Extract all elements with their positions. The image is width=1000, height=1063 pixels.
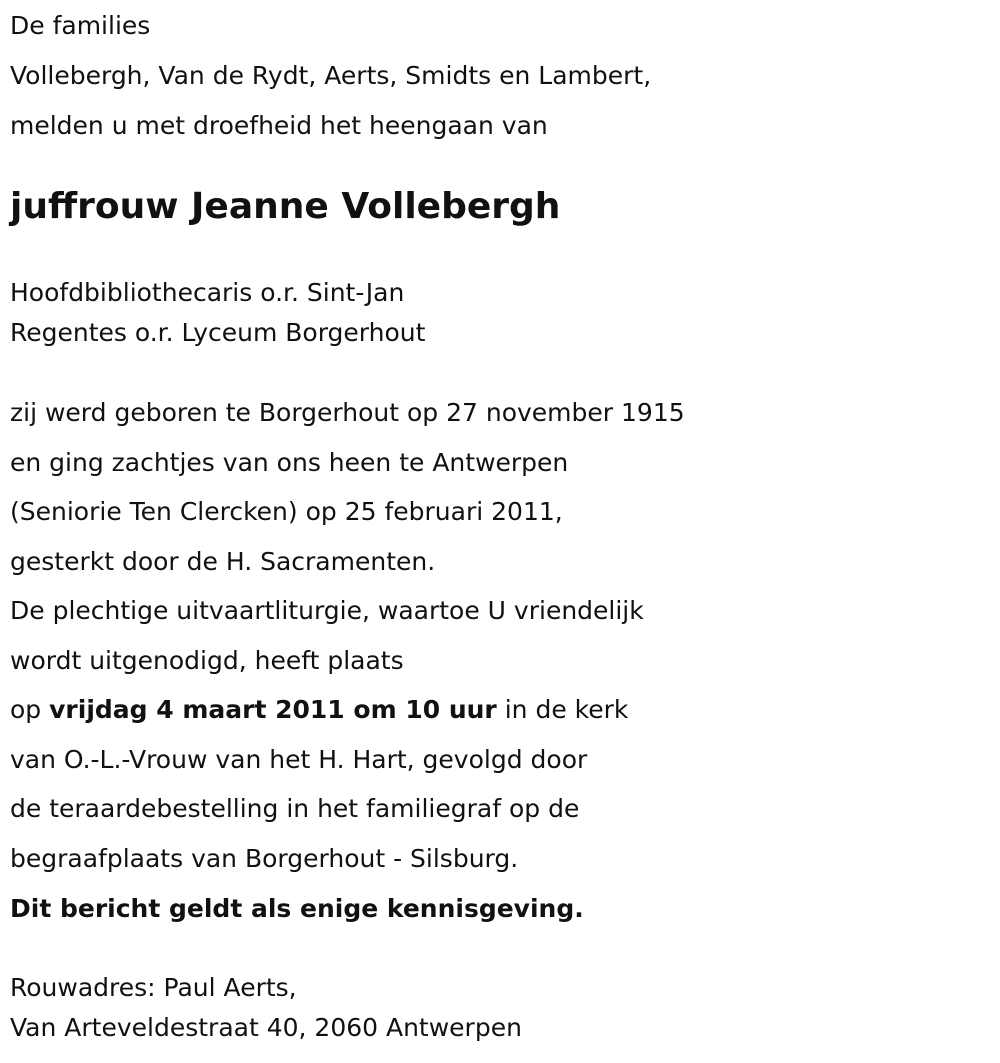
death-place-line: en ging zachtjes van ons heen te Antwerpen — [10, 448, 569, 477]
mourning-address-name: Rouwadres: Paul Aerts, — [10, 973, 297, 1002]
cemetery-line: begraafplaats van Borgerhout - Silsburg. — [10, 844, 519, 873]
funeral-datetime-prefix: op — [10, 695, 50, 724]
intro-family-names: Vollebergh, Van de Rydt, Aerts, Smidts en Lambert, — [10, 61, 652, 90]
sacraments-line: gesterkt door de H. Sacramenten. — [10, 547, 436, 576]
title-regentes: Regentes o.r. Lyceum Borgerhout — [10, 318, 426, 347]
notice-line: Dit bericht geldt als enige kennisgeving. — [10, 894, 584, 923]
invitation-line: wordt uitgenodigd, heeft plaats — [10, 646, 404, 675]
church-line: van O.-L.-Vrouw van het H. Hart, gevolgd door — [10, 745, 588, 774]
funeral-datetime: vrijdag 4 maart 2011 om 10 uur — [49, 695, 497, 724]
burial-line: de teraardebestelling in het familiegraf op de — [10, 794, 580, 823]
intro-announcement: melden u met droefheid het heengaan van — [10, 111, 548, 140]
mourning-address-street: Van Arteveldestraat 40, 2060 Antwerpen — [10, 1013, 522, 1042]
death-date-line: (Seniorie Ten Clercken) op 25 februari 2011, — [10, 497, 563, 526]
funeral-intro-line: De plechtige uitvaartliturgie, waartoe U vriendelijk — [10, 596, 644, 625]
birth-line: zij werd geboren te Borgerhout op 27 november 1915 — [10, 398, 685, 427]
deceased-name: juffrouw Jeanne Vollebergh — [10, 186, 561, 227]
funeral-datetime-line — [10, 695, 628, 725]
title-librarian: Hoofdbibliothecaris o.r. Sint-Jan — [10, 278, 405, 307]
funeral-datetime-suffix: in de kerk — [496, 695, 629, 724]
intro-families: De families — [10, 11, 151, 40]
